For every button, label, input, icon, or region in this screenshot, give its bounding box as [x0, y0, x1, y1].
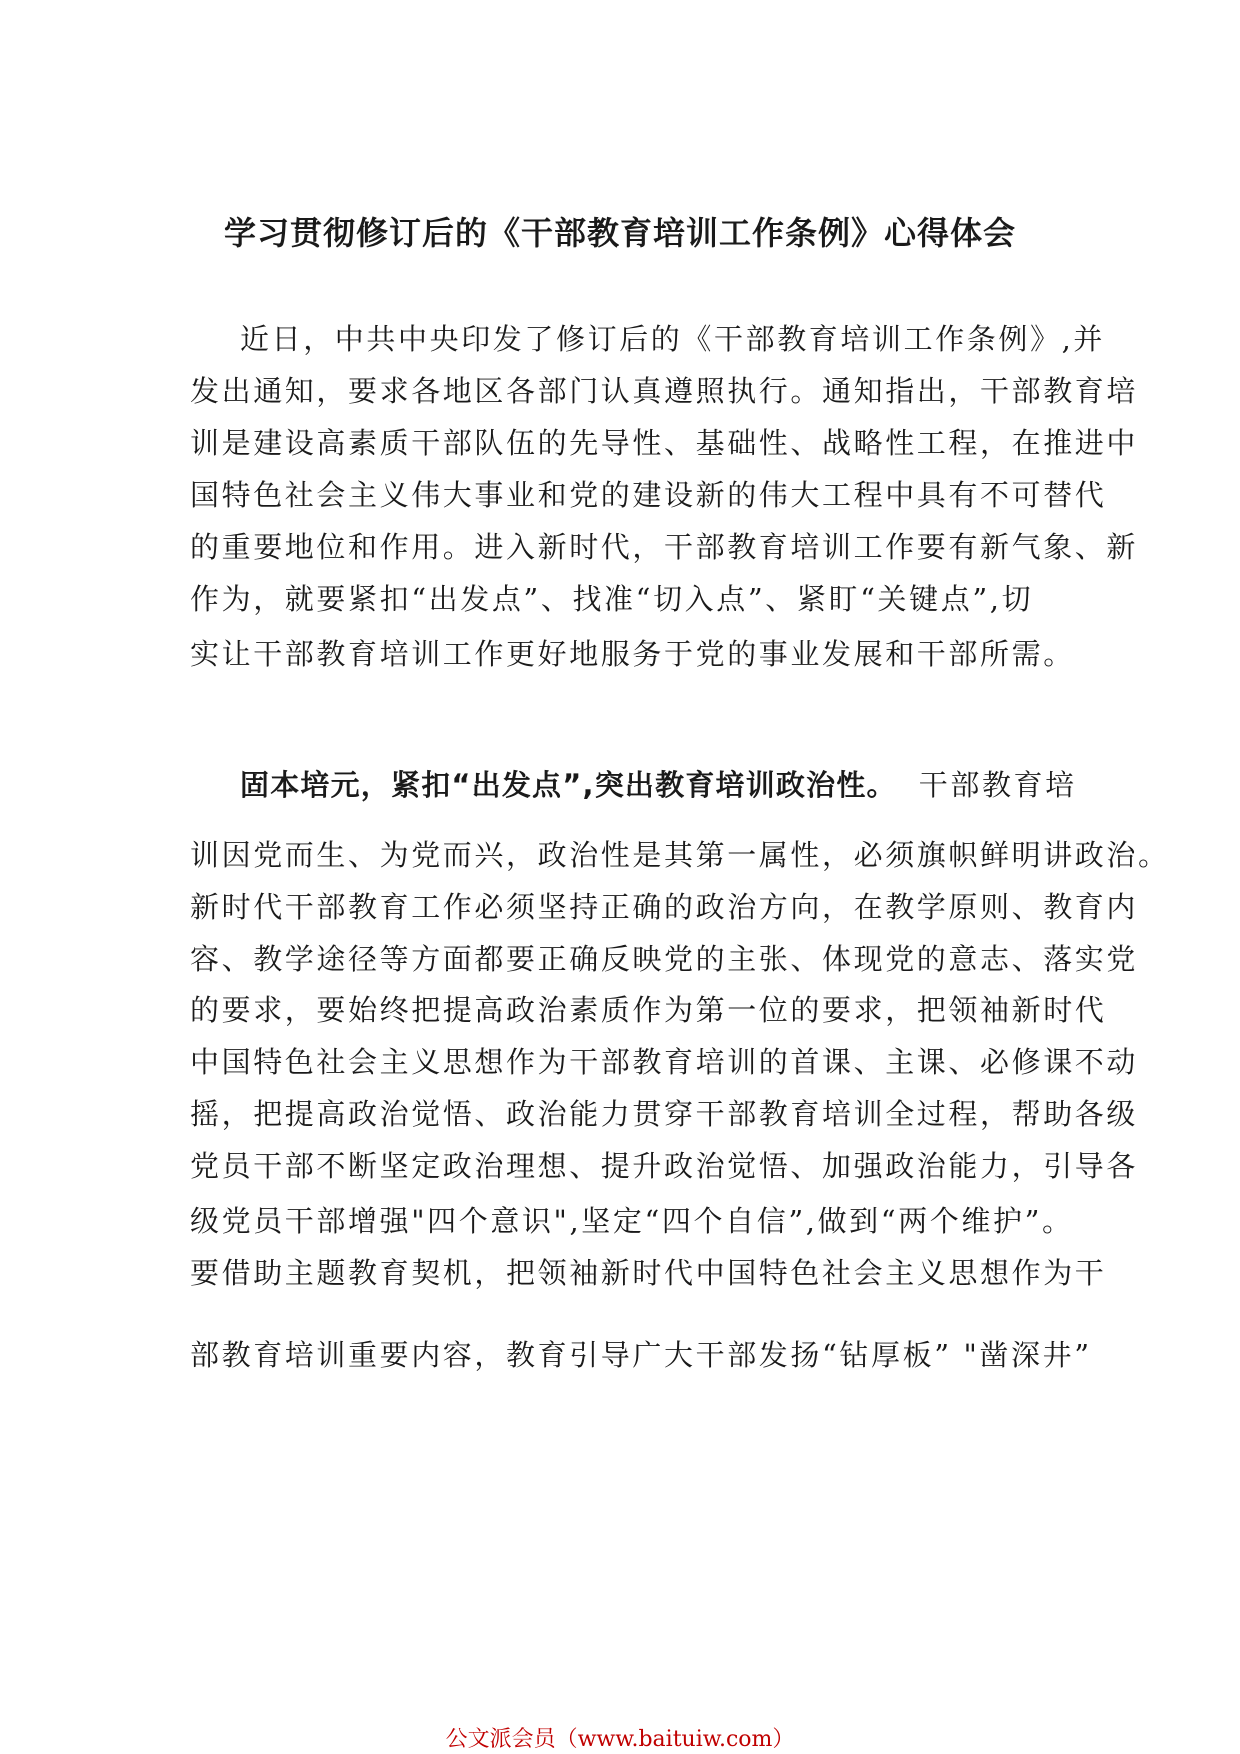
paragraph-line: 训是建设高素质干部队伍的先导性、基础性、战略性工程，在推进中 — [190, 426, 1139, 460]
paragraph-line: 容、教学途径等方面都要正确反映党的主张、体现党的意志、落实党 — [190, 942, 1139, 976]
paragraph-line: 中国特色社会主义思想作为干部教育培训的首课、主课、必修课不动 — [190, 1045, 1139, 1079]
paragraph-line: 近日，中共中央印发了修订后的《干部教育培训工作条例》,并 — [240, 322, 1106, 356]
paragraph-line: 实让干部教育培训工作更好地服务于党的事业发展和干部所需。 — [190, 637, 1075, 671]
paragraph-line: 发出通知，要求各地区各部门认真遵照执行。通知指出，干部教育培 — [190, 374, 1139, 408]
paragraph-line: 新时代干部教育工作必须坚持正确的政治方向，在教学原则、教育内 — [190, 890, 1139, 924]
paragraph-line: 要借助主题教育契机，把领袖新时代中国特色社会主义思想作为干 — [190, 1256, 1107, 1290]
section-heading-line — [240, 768, 1077, 802]
paragraph-line: 的重要地位和作用。进入新时代，干部教育培训工作要有新气象、新 — [190, 530, 1139, 564]
paragraph-line: 训因党而生、为党而兴，政治性是其第一属性，必须旗帜鲜明讲政治。 — [190, 838, 1170, 872]
section-heading-tail: 干部教育培 — [918, 768, 1077, 802]
paragraph-line: 的要求，要始终把提高政治素质作为第一位的要求，把领袖新时代 — [190, 993, 1107, 1027]
paragraph-line: 国特色社会主义伟大事业和党的建设新的伟大工程中具有不可替代 — [190, 478, 1107, 512]
paragraph-line: 级党员干部增强"四个意识",坚定“四个自信”,做到“两个维护”。 — [190, 1204, 1074, 1238]
paragraph-line: 摇，把提高政治觉悟、政治能力贯穿干部教育培训全过程，帮助各级 — [190, 1097, 1139, 1131]
paragraph-line: 党员干部不断坚定政治理想、提升政治觉悟、加强政治能力，引导各 — [190, 1149, 1139, 1183]
document-title: 学习贯彻修订后的《干部教育培训工作条例》心得体会 — [223, 214, 1016, 252]
section-heading: 固本培元，紧扣“出发点”,突出教育培训政治性。 — [240, 768, 897, 802]
footer-watermark: 公文派会员（www.baituiw.com） — [445, 1727, 795, 1752]
paragraph-line: 作为，就要紧扣“出发点”、找准“切入点”、紧盯“关键点”,切 — [190, 582, 1034, 616]
paragraph-line: 部教育培训重要内容，教育引导广大干部发扬“钻厚板” "凿深井” — [190, 1338, 1092, 1372]
